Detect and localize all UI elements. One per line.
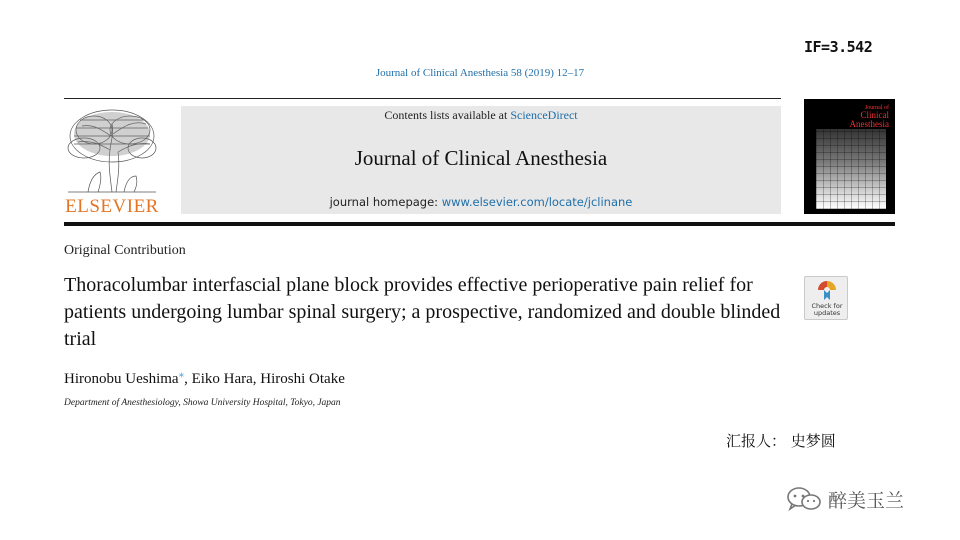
- cover-title-line: Journal of: [864, 105, 889, 111]
- journal-homepage-link[interactable]: www.elsevier.com/locate/jclinane: [441, 195, 633, 209]
- journal-homepage-line: [181, 195, 781, 209]
- contents-available-line: [181, 108, 781, 123]
- journal-header-box: [181, 106, 781, 214]
- wechat-watermark: [786, 484, 904, 514]
- sciencedirect-link[interactable]: ScienceDirect: [510, 108, 578, 122]
- article-title: Thoracolumbar interfascial plane block provides effective perioperative pain relief for patients undergoing lumbar spinal surgery; a prospective, randomized and double blinded trial: [64, 274, 781, 350]
- impact-factor: IF=3.542: [804, 38, 873, 56]
- article-type: Original Contribution: [64, 243, 186, 258]
- check-for-updates-button[interactable]: [804, 276, 848, 320]
- author-list: [64, 367, 345, 388]
- contents-prefix: Contents lists available at: [384, 108, 511, 122]
- author-names-rest: , Eiko Hara, Hiroshi Otake: [184, 371, 345, 387]
- header-divider: [64, 98, 781, 99]
- author-affiliation: Department of Anesthesiology, Showa University Hospital, Tokyo, Japan: [64, 398, 341, 408]
- cover-title-line: Clinical: [860, 110, 889, 120]
- cover-title: [850, 105, 890, 129]
- author-name[interactable]: Hironobu Ueshima: [64, 371, 179, 387]
- elsevier-wordmark: ELSEVIER: [65, 196, 159, 217]
- homepage-prefix: journal homepage:: [329, 195, 442, 209]
- crossmark-icon: [817, 280, 837, 302]
- wechat-account-name: 醉美玉兰: [828, 489, 905, 512]
- cover-gradient-grid: [816, 129, 886, 209]
- thick-divider: [64, 222, 895, 226]
- wechat-icon: [786, 486, 822, 512]
- cover-title-line: Anesthesia: [849, 119, 889, 129]
- corresponding-author-mark[interactable]: ⁎: [178, 368, 185, 380]
- journal-name: Journal of Clinical Anesthesia: [354, 146, 608, 170]
- crossmark-line: Check for: [811, 302, 843, 310]
- crossmark-label: [805, 303, 849, 317]
- reporter-label: 汇报人： 史梦圆: [726, 432, 836, 450]
- crossmark-line: updates: [813, 309, 841, 317]
- journal-citation[interactable]: Journal of Clinical Anesthesia 58 (2019) 12–17: [375, 67, 585, 79]
- journal-cover-image: [804, 99, 895, 214]
